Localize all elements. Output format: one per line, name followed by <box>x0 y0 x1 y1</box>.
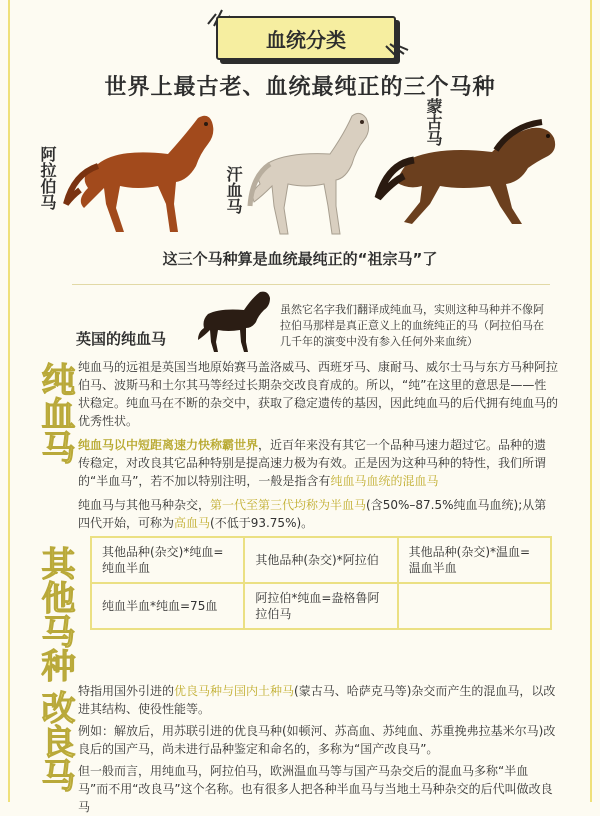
paragraph-text: 特指用国外引进的 <box>78 684 175 698</box>
improved-paragraph-3: 但一般而言，用纯血马，阿拉伯马，欧洲温血马等与国产马杂交后的混血马多称“半血马”而不用“改良马”这个名称。也有很多人把各种半血马与当地土马种杂交的后代叫做改良马 <box>78 764 553 814</box>
page-border-right <box>590 0 592 802</box>
horse-label-arabian: 阿拉伯马 <box>38 146 57 210</box>
side-title-thoroughbred: 纯血马 <box>35 362 75 464</box>
highlight-generations: 第一代至第三代均称为半血马 <box>210 498 367 512</box>
table-cell <box>398 583 551 629</box>
table-row <box>91 537 551 583</box>
caption: 这三个马种算是血统最纯正的“祖宗马”了 <box>162 250 438 268</box>
table-cell: 其他品种(杂交)*纯血=纯血半血 <box>91 537 244 583</box>
paragraph-text: (蒙古马、哈萨克马等)杂交而产生的混血马，以改进其结构、使役性能等。 <box>78 684 556 716</box>
section-divider <box>72 284 550 285</box>
thoroughbred-note: 虽然它名字我们翻译成纯血马，实则这种马种并不像阿拉伯马那样是真正意义上的血统纯正的马（阿拉伯马在几千年的演变中没有参入任何外来血统） <box>280 303 544 348</box>
table-cell: 阿拉伯*纯血=盎格鲁阿拉伯马 <box>244 583 397 629</box>
table-cell: 其他品种(杂交)*阿拉伯 <box>244 537 397 583</box>
paragraph-text: (不低于93.75%)。 <box>210 516 314 530</box>
highlight-highblood: 高血马 <box>174 516 211 530</box>
thoroughbred-paragraph-1: 纯血马的远祖是英国当地原始赛马盖洛威马、西班牙马、康耐马、威尔士马与东方马种阿拉伯马、波斯马和土尔其马等经过长期杂交改良育成的。所以，“纯”在这里的意思是——性状稳定。纯血马在不断的杂交中，获取了稳定遗传的基因，因此纯血马的后代拥有纯血马的优秀性状。 <box>78 360 559 428</box>
horse-label-akhal-teke: 汗血马 <box>224 166 243 214</box>
paragraph-text: (含50%–87.5%纯血马血统);从第四代开始，可称为 <box>78 498 547 530</box>
sparkle-icon <box>384 42 410 64</box>
highlight-halfblood: 纯血马血统的混血马 <box>330 474 439 488</box>
table-row <box>91 583 551 629</box>
highlight-breeds: 优良马种与国内土种马 <box>174 684 295 698</box>
table-cell: 其他品种(杂交)*温血=温血半血 <box>398 537 551 583</box>
side-title-improved: 改良马 <box>35 690 75 792</box>
thoroughbred-paragraph-2 <box>78 436 558 490</box>
thoroughbred-horse-image <box>194 288 274 354</box>
horse-label-mongolian: 蒙古马 <box>424 98 443 146</box>
paragraph-text: ，近百年来没有其它一个品种马速力超过它。品种的遗传稳定，对改良其它品种特别是提高速力极为有效。正是因为这种马种的特性，我们所谓的“半血马”，若不加以特别注明，一般是指含有 <box>78 438 547 488</box>
arabian-horse-image <box>58 104 224 240</box>
page-border-left <box>8 0 10 802</box>
improved-paragraph-1 <box>78 682 558 718</box>
table-cell: 纯血半血*纯血=75血 <box>91 583 244 629</box>
headline: 世界上最古老、血统最纯正的三个马种 <box>104 75 496 100</box>
side-title-other-breeds: 其他马种 <box>35 546 75 682</box>
thoroughbred-paragraph-3 <box>78 496 558 532</box>
akhal-teke-horse-image <box>240 106 380 242</box>
paragraph-text: 纯血马与其他马种杂交， <box>78 498 211 512</box>
banner-title: 血统分类 <box>216 16 396 60</box>
thoroughbred-subtitle: 英国的纯血马 <box>76 330 167 348</box>
crossbreed-table <box>90 536 552 630</box>
section-banner <box>216 12 392 60</box>
mongolian-horse-image <box>372 112 568 230</box>
highlight-speed: 纯血马以中短距离速力快称霸世界 <box>78 438 259 452</box>
improved-paragraph-2: 例如：解放后，用苏联引进的优良马种(如顿河、苏高血、苏纯血、苏重挽弗拉基米尔马)改良后的国产马，尚未进行品种鉴定和命名的，多称为“国产改良马”。 <box>78 724 556 756</box>
